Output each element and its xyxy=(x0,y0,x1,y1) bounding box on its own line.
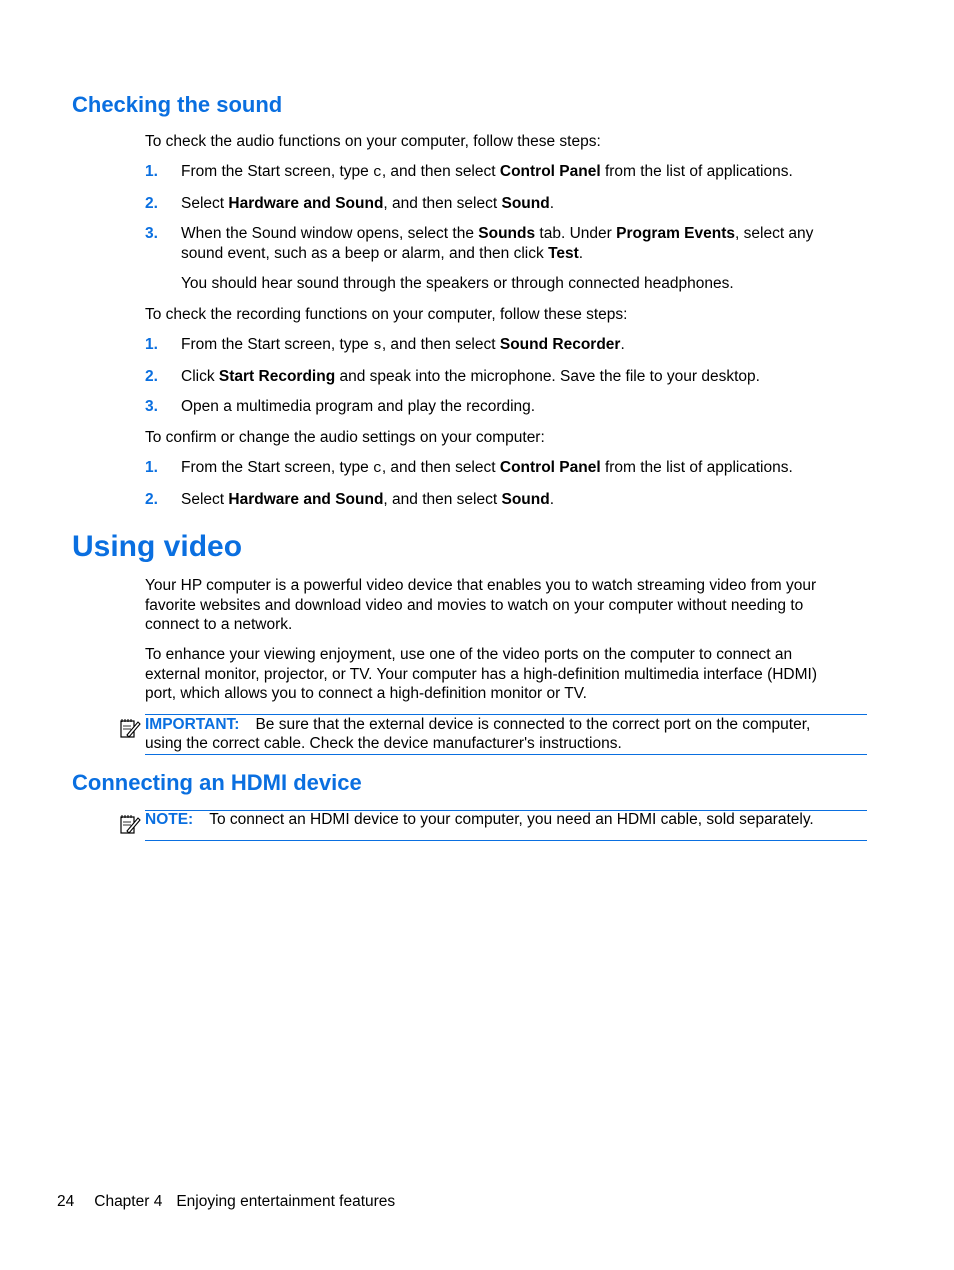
step-number: 2. xyxy=(145,491,158,508)
step-number: 2. xyxy=(145,195,158,212)
note-bottom-rule xyxy=(145,840,867,841)
section-heading-using-video: Using video xyxy=(72,530,243,563)
intro-audio-functions: To check the audio functions on your computer, follow these steps: xyxy=(145,133,601,150)
step-number: 1. xyxy=(145,459,158,476)
step-text: From the Start screen, type c, and then select Control Panel from the list of applications. xyxy=(181,163,793,181)
video-paragraph-line: Your HP computer is a powerful video device that enables you to watch streaming video from your xyxy=(145,577,817,594)
step-text: Click Start Recording and speak into the microphone. Save the file to your desktop. xyxy=(181,368,760,385)
intro-audio-settings: To confirm or change the audio settings on your computer: xyxy=(145,429,545,446)
note-callout-line: NOTE: To connect an HDMI device to your computer, you need an HDMI cable, sold separately. xyxy=(145,811,814,828)
step-text: From the Start screen, type s, and then select Sound Recorder. xyxy=(181,336,625,354)
important-callout-line: using the correct cable. Check the device manufacturer's instructions. xyxy=(145,735,622,752)
important-callout-line: IMPORTANT: Be sure that the external device is connected to the correct port on the computer, xyxy=(145,716,811,733)
important-note-icon xyxy=(118,716,142,740)
callout-bottom-rule xyxy=(145,754,867,755)
step-number: 3. xyxy=(145,225,158,242)
page-footer xyxy=(57,1192,395,1211)
step-text: Select Hardware and Sound, and then select Sound. xyxy=(181,195,555,212)
video-paragraph-line: To enhance your viewing enjoyment, use one of the video ports on the computer to connect an xyxy=(145,646,793,663)
video-paragraph-line: favorite websites and download video and movies to watch on your computer without needing to xyxy=(145,597,804,614)
step-text: When the Sound window opens, select the Sounds tab. Under Program Events, select any xyxy=(181,225,814,242)
step-text: Open a multimedia program and play the recording. xyxy=(181,398,536,415)
video-paragraph-line: port, which allows you to connect a high-definition monitor or TV. xyxy=(145,685,587,702)
chapter-title: Enjoying entertainment features xyxy=(176,1193,396,1210)
video-paragraph-line: external monitor, projector, or TV. Your computer has a high-definition multimedia interface (HDMI) xyxy=(145,666,817,683)
intro-recording-functions: To check the recording functions on your computer, follow these steps: xyxy=(145,306,628,323)
step-text-continued: sound event, such as a beep or alarm, and then click Test. xyxy=(181,245,584,262)
note-icon xyxy=(118,812,142,836)
step-number: 1. xyxy=(145,336,158,353)
chapter-label: Chapter 4 xyxy=(94,1193,163,1210)
section-heading-hdmi: Connecting an HDMI device xyxy=(72,770,362,795)
step-number: 2. xyxy=(145,368,158,385)
section-heading-checking-sound: Checking the sound xyxy=(72,92,283,117)
step-number: 3. xyxy=(145,398,158,415)
video-paragraph-line: connect to a network. xyxy=(145,616,293,633)
step-number: 1. xyxy=(145,163,158,180)
page-number: 24 xyxy=(57,1193,75,1210)
step-text: From the Start screen, type c, and then select Control Panel from the list of applications. xyxy=(181,459,793,477)
step-text: Select Hardware and Sound, and then select Sound. xyxy=(181,491,555,508)
step-result-note: You should hear sound through the speakers or through connected headphones. xyxy=(181,275,734,292)
